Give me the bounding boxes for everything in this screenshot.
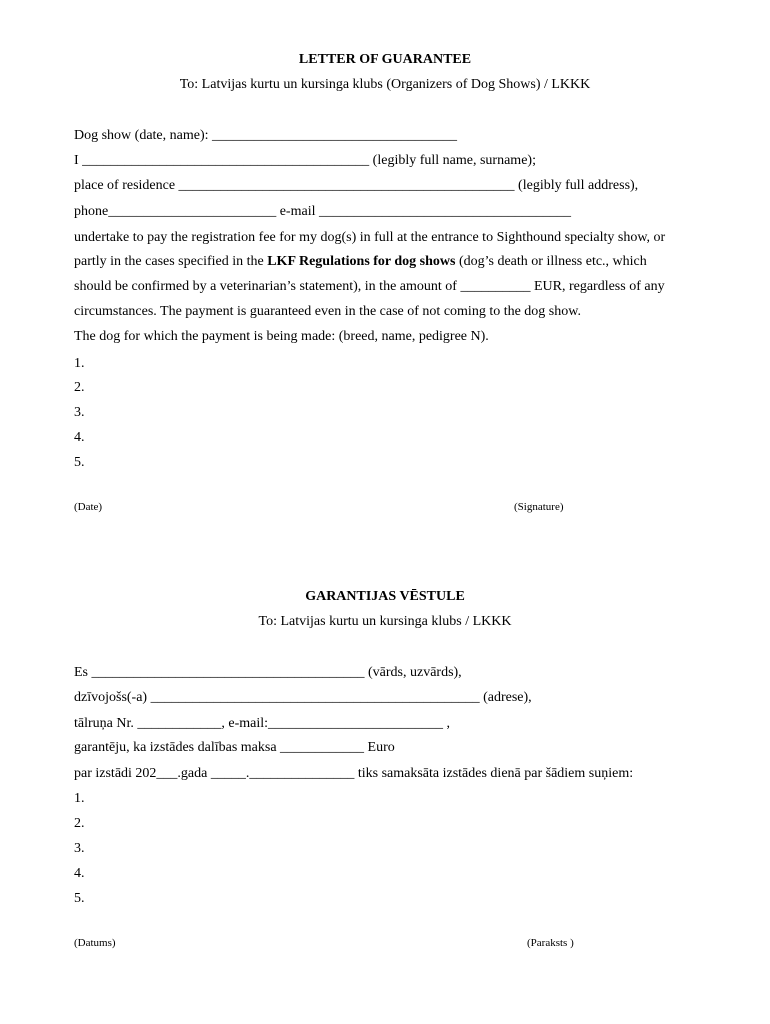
latvian-phone-field: tālruņa Nr. ____________, e-mail:_________________________ , bbox=[74, 716, 451, 731]
phone-email-field: phone________________________ e-mail ____________________________________ bbox=[74, 204, 571, 219]
list-item: 1. bbox=[74, 356, 85, 371]
latvian-title: GARANTIJAS VĒSTULE bbox=[305, 589, 465, 604]
body-text-line-4: circumstances. The payment is guaranteed even in the case of not coming to the dog show. bbox=[74, 304, 581, 319]
lkf-regulations-bold: LKF Regulations for dog shows bbox=[267, 254, 456, 269]
signature-label: (Signature) bbox=[514, 501, 564, 513]
latvian-recipient: To: Latvijas kurtu un kursinga klubs / LKKK bbox=[258, 614, 512, 629]
latvian-residence-field: dzīvojošs(-a) _______________________________________________ (adrese), bbox=[74, 690, 532, 705]
list-item: 5. bbox=[74, 455, 85, 470]
list-item: 3. bbox=[74, 841, 85, 856]
datums-label: (Datums) bbox=[74, 937, 116, 949]
show-field: par izstādi 202___.gada _____._______________ tiks samaksāta izstādes dienā par šādiem suņiem: bbox=[74, 766, 634, 781]
english-title: LETTER OF GUARANTEE bbox=[298, 52, 472, 67]
full-name-field bbox=[74, 152, 734, 170]
name-blank: _________________________________________ bbox=[82, 153, 370, 168]
dog-show-field: Dog show (date, name): ___________________________________ bbox=[74, 128, 458, 143]
list-item: 4. bbox=[74, 866, 85, 881]
body-text-2b: (dog’s death or illness etc., which bbox=[455, 254, 647, 269]
body-text-2a: partly in the cases specified in the bbox=[74, 254, 268, 269]
body-text-line-3: should be confirmed by a veterinarian’s statement), in the amount of __________ EUR, regardless of any bbox=[74, 279, 665, 294]
paraksts-label: (Paraksts ) bbox=[527, 937, 574, 949]
english-recipient: To: Latvijas kurtu un kursinga klubs (Organizers of Dog Shows) / LKKK bbox=[179, 77, 591, 92]
list-item: 5. bbox=[74, 891, 85, 906]
date-label: (Date) bbox=[74, 501, 103, 513]
list-item: 3. bbox=[74, 405, 85, 420]
fee-field: garantēju, ka izstādes dalības maksa ____________ Euro bbox=[74, 740, 395, 755]
es-name-field: Es _______________________________________ (vārds, uzvārds), bbox=[74, 665, 462, 680]
dog-description-line: The dog for which the payment is being made: (breed, name, pedigree N). bbox=[74, 329, 489, 344]
name-prefix: I bbox=[74, 153, 83, 168]
list-item: 2. bbox=[74, 816, 85, 831]
list-item: 4. bbox=[74, 430, 85, 445]
body-text-line-2 bbox=[74, 253, 734, 271]
list-item: 1. bbox=[74, 791, 85, 806]
name-suffix: (legibly full name, surname); bbox=[369, 153, 536, 168]
residence-field: place of residence ________________________________________________ (legibly full address), bbox=[74, 178, 639, 193]
body-text-line-1: undertake to pay the registration fee for my dog(s) in full at the entrance to Sighthound specialty show, or bbox=[74, 230, 666, 245]
list-item: 2. bbox=[74, 380, 85, 395]
